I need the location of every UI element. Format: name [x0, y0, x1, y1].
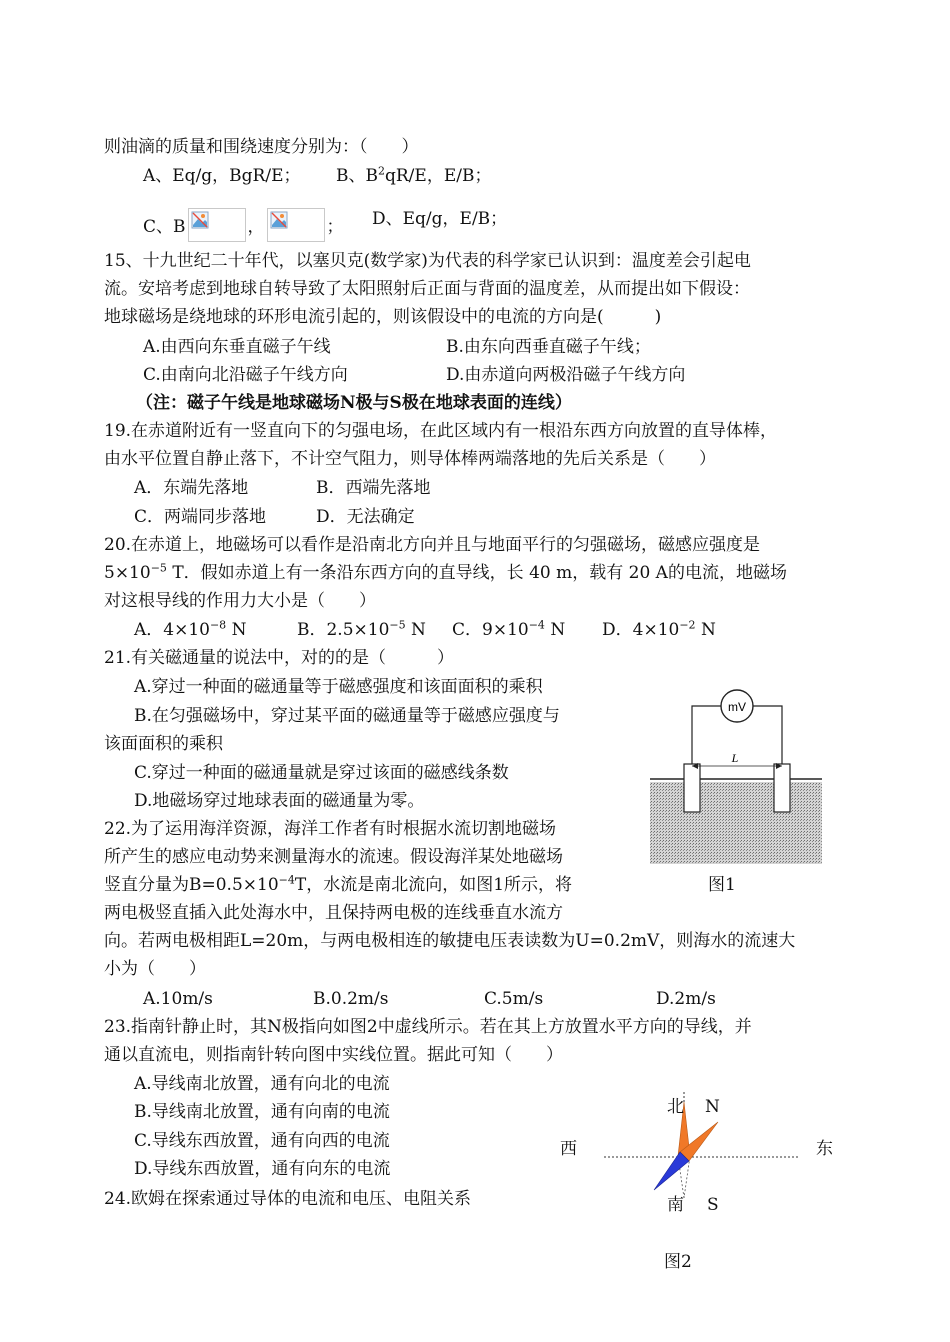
figure-2-drawing: [550, 1088, 840, 1228]
q15-note: （注：磁子午线是地球磁场N极与S极在地球表面的连线）: [136, 393, 572, 413]
q22-line6: 小为（ ）: [104, 959, 206, 979]
q23-line2: 通以直流电，则指南针转向图中实线位置。据此可知（ ）: [104, 1045, 563, 1065]
broken-image-icon: [188, 208, 246, 242]
q19-option-c: C．两端同步落地: [134, 507, 267, 527]
q15-line2: 流。安培考虑到地球自转导致了太阳照射后正面与背面的温度差，从而提出如下假设：: [104, 279, 750, 299]
q22-line4: 两电极竖直插入此处海水中，且保持两电极的连线垂直水流方: [104, 903, 563, 923]
q22-option-a: A.10m/s: [143, 989, 213, 1009]
q19-line1: 19.在赤道附近有一竖直向下的匀强电场，在此区域内有一根沿东西方向放置的直导体棒，: [104, 421, 778, 441]
meter-label: mV: [728, 700, 746, 714]
fig2-north-label: 北: [667, 1097, 684, 1117]
fig2-s-label: S: [707, 1195, 719, 1215]
fig2-west-label: 西: [560, 1139, 577, 1159]
figure-2: [550, 1088, 840, 1228]
q20-line2: $5\times 10^{-5}$ T．假如赤道上有一条沿东西方向的直导线，长 40 m，载有 20 A的电流，地磁场: [104, 561, 787, 583]
q23-option-c: C.导线东西放置，通有向西的电流: [134, 1131, 390, 1151]
q14-option-d: D、Eq/g，E/B；: [372, 209, 508, 229]
q23-option-d: D.导线东西放置，通有向东的电流: [134, 1159, 391, 1179]
q15-line1: 15、十九世纪二十年代，以塞贝克(数学家)为代表的科学家已认识到：温度差会引起电: [104, 251, 751, 271]
q21-option-b-line2: 该面面积的乘积: [104, 734, 223, 754]
q24-line1: 24.欧姆在探索通过导体的电流和电压、电阻关系: [104, 1189, 472, 1209]
q21-line1: 21.有关磁通量的说法中，对的的是（ ）: [104, 648, 455, 668]
fig2-n-label: N: [705, 1097, 720, 1117]
q15-option-a: A.由西向东垂直磁子午线: [143, 337, 331, 357]
q14-option-c-prefix: C、B: [143, 217, 186, 237]
q20-option-b: B．$2.5\times 10^{-5}$ N: [297, 618, 426, 640]
q19-option-a: A．东端先落地: [134, 478, 249, 498]
q23-option-b: B.导线南北放置，通有向南的电流: [134, 1102, 390, 1122]
q22-option-b: B.0.2m/s: [313, 989, 389, 1009]
q15-option-b: B.由东向西垂直磁子午线；: [446, 337, 651, 357]
q21-option-a: A.穿过一种面的磁通量等于磁感强度和该面面积的乘积: [134, 677, 543, 697]
q23-line1: 23.指南针静止时，其N极指向如图2中虚线所示。若在其上方放置水平方向的导线，并: [104, 1017, 752, 1037]
wire-right: [753, 706, 782, 764]
q15-line3: 地球磁场是绕地球的环形电流引起的，则该假设中的电流的方向是( ): [104, 307, 662, 327]
q22-option-c: C.5m/s: [484, 989, 544, 1009]
figure-2-caption: 图2: [664, 1252, 692, 1272]
wire-left: [692, 706, 721, 764]
q19-line2: 由水平位置自静止落下，不计空气阻力，则导体棒两端落地的先后关系是（ ）: [104, 449, 716, 469]
q23-option-a: A.导线南北放置，通有向北的电流: [134, 1074, 390, 1094]
q14-option-b: B、$B^2qR/E$，E/B；: [336, 164, 492, 186]
fig2-south-label: 南: [667, 1195, 684, 1215]
q22-line2: 所产生的感应电动势来测量海水的流速。假设海洋某处地磁场: [104, 847, 563, 867]
q22-line1: 22.为了运用海洋资源，海洋工作者有时根据水流切割地磁场: [104, 819, 557, 839]
q14-option-cd: C、B ， ；: [143, 208, 344, 242]
q14-option-a: A、Eq/g，BgR/E；: [143, 166, 301, 186]
distance-label: L: [731, 751, 739, 765]
q21-option-c: C.穿过一种面的磁通量就是穿过该面的磁感线条数: [134, 763, 509, 783]
q21-option-d: D.地磁场穿过地球表面的磁通量为零。: [134, 791, 425, 811]
q14-tail: 则油滴的质量和围绕速度分别为：（ ）: [104, 137, 419, 157]
electrode-left: [684, 764, 700, 812]
q19-option-b: B．西端先落地: [316, 478, 431, 498]
q20-option-a: A．$4\times 10^{-8}$ N: [134, 618, 247, 640]
q15-option-d: D.由赤道向两极沿磁子午线方向: [446, 365, 686, 385]
broken-image-icon: [267, 208, 325, 242]
figure-1-drawing: [648, 684, 824, 866]
figure-1-caption: 图1: [708, 875, 736, 895]
q15-option-c: C.由南向北沿磁子午线方向: [143, 365, 348, 385]
q19-option-d: D．无法确定: [316, 507, 415, 527]
q21-option-b-line1: B.在匀强磁场中，穿过某平面的磁通量等于磁感应强度与: [134, 706, 560, 726]
fig2-east-label: 东: [816, 1139, 833, 1159]
q20-option-d: D．$4\times 10^{-2}$ N: [602, 618, 716, 640]
q22-option-d: D.2m/s: [656, 989, 716, 1009]
q22-line5: 向。若两电极相距L=20m，与两电极相连的敏捷电压表读数为U=0.2mV，则海水的流速大: [104, 931, 796, 951]
q20-line1: 20.在赤道上，地磁场可以看作是沿南北方向并且与地面平行的匀强磁场，磁感应强度是: [104, 535, 761, 555]
q22-line3: 竖直分量为$B=0.5\times 10^{-4}T$，水流是南北流向，如图1所示，将: [104, 873, 573, 895]
figure-1: [648, 684, 824, 866]
q20-line3: 对这根导线的作用力大小是（ ）: [104, 591, 376, 611]
seawater: [650, 782, 822, 864]
q20-option-c: C．$9\times 10^{-4}$ N: [452, 618, 566, 640]
electrode-right: [774, 764, 790, 812]
